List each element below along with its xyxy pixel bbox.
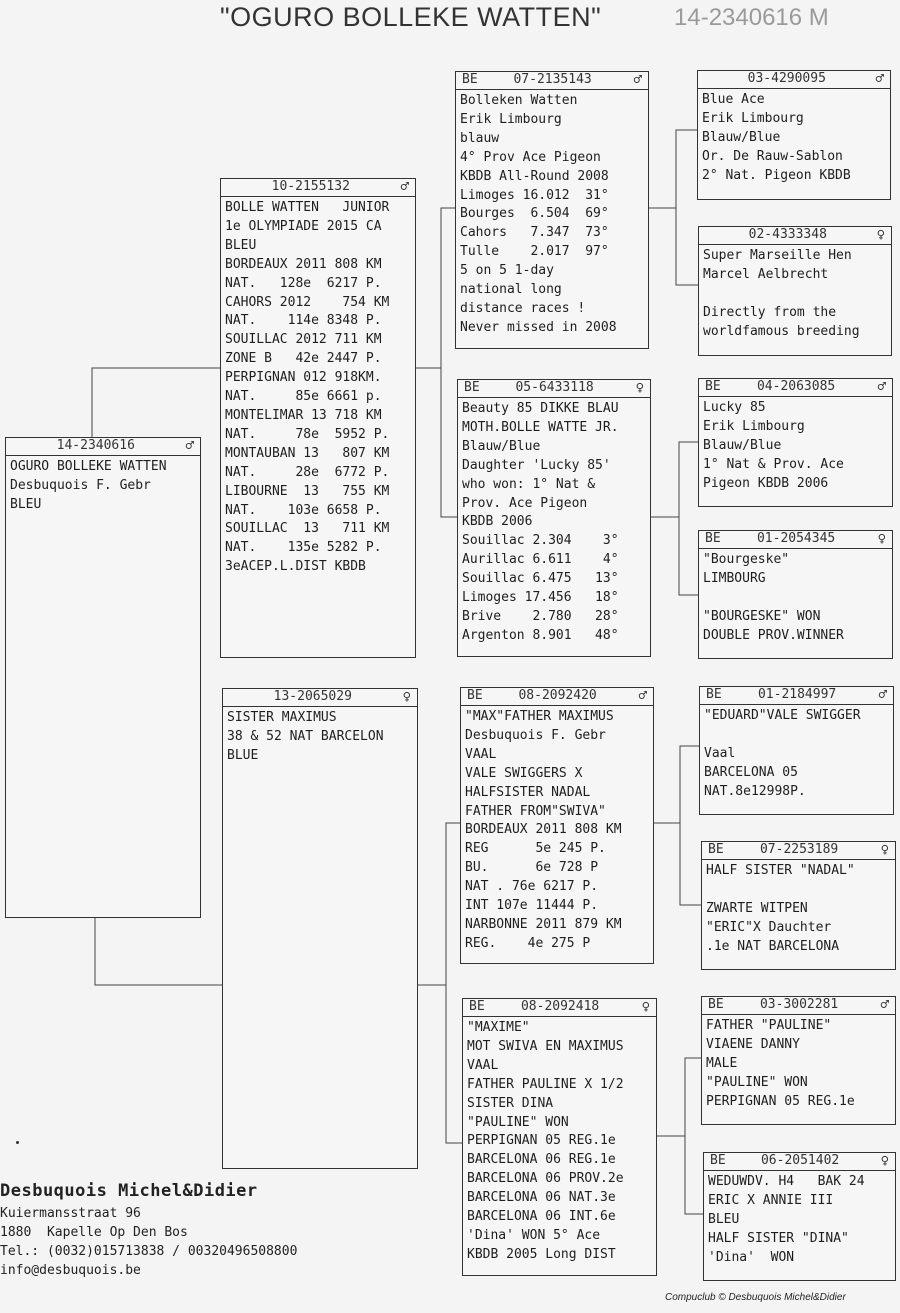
- pedigree-line: BU. 6e 728 P: [465, 860, 599, 876]
- pedigree-line: "PAULINE" WON: [706, 1074, 808, 1090]
- pedigree-line: NAT. 114e 8348 P.: [225, 313, 382, 329]
- pedigree-line: VIAENE DANNY: [706, 1036, 800, 1052]
- pigeon-card-mmf: [701, 996, 896, 1125]
- pedigree-line: 38 & 52 NAT BARCELON: [227, 728, 384, 744]
- pedigree-line: Souillac 6.475 13°: [462, 571, 619, 587]
- pedigree-line: BLEU: [10, 496, 42, 512]
- pedigree-line: NAT. 78e 5952 P.: [225, 426, 390, 442]
- pedigree-line: BARCELONA 05: [704, 764, 798, 780]
- pedigree-line: REG 5e 245 P.: [465, 841, 606, 857]
- pedigree-line: Limoges 17.456 18°: [462, 590, 619, 606]
- pedigree-line: BOLLE WATTEN JUNIOR: [225, 200, 390, 215]
- pedigree-line: NAT. 28e 6772 P.: [225, 464, 390, 480]
- pedigree-line: Super Marseille Hen: [703, 248, 852, 263]
- pigeon-card-subject: [5, 437, 201, 918]
- pedigree-line: FATHER "PAULINE": [706, 1018, 832, 1033]
- male-symbol-icon: ♂: [875, 71, 884, 88]
- ring-number: 04-2063085: [756, 379, 836, 395]
- pedigree-line: [703, 285, 887, 304]
- pedigree-line: BARCELONA 06 PROV.2e: [467, 1171, 624, 1187]
- pedigree-line: who won: 1° Nat &: [462, 476, 596, 492]
- pedigree-line: Blue Ace: [702, 92, 765, 107]
- ring-number: 02-4333348: [748, 227, 827, 243]
- pedigree-line: HALF SISTER "NADAL": [706, 863, 855, 878]
- ring-number: 08-2092420: [518, 688, 597, 704]
- pedigree-line: BORDEAUX 2011 808 KM: [225, 256, 382, 272]
- breeder-city: 1880 Kapelle Op Den Bos: [0, 1225, 188, 1240]
- pedigree-line: "PAULINE" WON: [467, 1114, 569, 1130]
- pedigree-line: NAT . 76e 6217 P.: [465, 879, 599, 895]
- pedigree-line: "Bourgeske": [703, 552, 790, 567]
- pedigree-line: LIBOURNE 13 755 KM: [225, 483, 390, 499]
- pedigree-line: Marcel Aelbrecht: [703, 266, 829, 282]
- ring-number: 07-2253189: [759, 842, 839, 858]
- country-code: BE: [710, 1153, 726, 1169]
- pedigree-line: "MAXIME": [467, 1020, 530, 1035]
- pedigree-line: 1° Nat & Prov. Ace: [703, 456, 844, 472]
- pedigree-line: Brive 2.780 28°: [462, 608, 619, 624]
- country-code: BE: [708, 997, 724, 1013]
- female-symbol-icon: ♀: [880, 1153, 889, 1170]
- country-code: BE: [708, 842, 724, 858]
- male-symbol-icon: ♂: [638, 688, 647, 705]
- ring-number: 06-2051402: [760, 1153, 840, 1169]
- country-code: BE: [467, 688, 483, 704]
- ring-number: 03-3002281: [759, 997, 839, 1013]
- pedigree-line: OGURO BOLLEKE WATTEN: [10, 459, 167, 474]
- pedigree-line: HALF SISTER "DINA": [708, 1230, 849, 1246]
- country-code: BE: [705, 379, 721, 395]
- pedigree-line: LIMBOURG: [703, 570, 766, 586]
- pedigree-line: Erik Limbourg: [703, 418, 805, 434]
- pedigree-line: VAAL: [465, 746, 497, 762]
- pedigree-line: Or. De Rauw-Sablon: [702, 148, 843, 164]
- pigeon-card-paternal-grandfather: [455, 71, 649, 349]
- breeder-email: info@desbuquois.be: [0, 1263, 141, 1278]
- country-code: BE: [705, 531, 721, 547]
- pedigree-line: 3eACEP.L.DIST KBDB: [225, 559, 366, 575]
- copyright-footer: Compuclub © Desbuquois Michel&Didier: [665, 1292, 846, 1303]
- ring-number: 01-2054345: [756, 531, 836, 547]
- pedigree-line: KBDB 2005 Long DIST: [467, 1246, 616, 1262]
- female-symbol-icon: ♀: [635, 380, 644, 397]
- pedigree-line: CAHORS 2012 754 KM: [225, 294, 390, 310]
- pedigree-line: 1e OLYMPIADE 2015 CA: [225, 218, 382, 234]
- pedigree-line: PERPIGNAN 05 REG.1e: [467, 1133, 616, 1149]
- pedigree-line: SOUILLAC 13 711 KM: [225, 521, 390, 537]
- pedigree-line: Souillac 2.304 3°: [462, 533, 619, 549]
- pigeon-card-mff: [699, 686, 894, 815]
- country-code: BE: [462, 72, 478, 88]
- ring-number: 10-2155132: [271, 179, 350, 195]
- breeder-phone: Tel.: (0032)015713838 / 00320496508800: [0, 1244, 298, 1259]
- ring-number: 03-4290095: [747, 71, 826, 87]
- pedigree-line: NAT. 135e 5282 P.: [225, 540, 382, 556]
- pedigree-line: PERPIGNAN 012 918KM.: [225, 370, 382, 386]
- pedigree-line: BORDEAUX 2011 808 KM: [465, 822, 622, 838]
- pedigree-line: ERIC X ANNIE III: [708, 1192, 834, 1208]
- pedigree-line: REG. 4e 275 P: [465, 935, 591, 951]
- country-code: BE: [469, 999, 485, 1015]
- pedigree-line: Bolleken Watten: [460, 93, 578, 108]
- pedigree-line: MONTELIMAR 13 718 KM: [225, 407, 382, 423]
- pedigree-line: [704, 726, 889, 745]
- pedigree-line: SISTER MAXIMUS: [227, 710, 337, 725]
- ring-number: 07-2135143: [513, 72, 592, 88]
- pedigree-line: HALFSISTER NADAL: [465, 784, 591, 800]
- pedigree-line: ZWARTE WITPEN: [706, 900, 808, 916]
- pedigree-line: Lucky 85: [703, 400, 766, 415]
- ring-number: 08-2092418: [520, 999, 600, 1015]
- pedigree-line: PERPIGNAN 05 REG.1e: [706, 1093, 855, 1109]
- ring-number: 13-2065029: [273, 689, 352, 705]
- subject-ring-header: 14-2340616 M: [674, 4, 829, 31]
- pedigree-line: BLUE: [227, 747, 259, 763]
- pedigree-line: NAT. 103e 6658 P.: [225, 502, 382, 518]
- pedigree-line: 'Dina' WON: [708, 1249, 795, 1265]
- pedigree-line: "ERIC"X Dauchter: [706, 919, 832, 935]
- pedigree-line: Directly from the: [703, 304, 837, 320]
- pedigree-line: Argenton 8.901 48°: [462, 627, 619, 643]
- pigeon-card-mother: [222, 688, 418, 1169]
- country-code: BE: [706, 687, 722, 703]
- pedigree-line: [703, 589, 888, 608]
- female-symbol-icon: ♀: [641, 999, 650, 1016]
- pedigree-line: 'Dina' WON 5° Ace: [467, 1227, 601, 1243]
- pedigree-line: Blauw/Blue: [702, 129, 781, 145]
- pedigree-line: INT 107e 11444 P.: [465, 898, 599, 914]
- pedigree-line: SOUILLAC 2012 711 KM: [225, 332, 382, 348]
- pedigree-line: 2° Nat. Pigeon KBDB: [702, 167, 851, 183]
- ring-number: 01-2184997: [757, 687, 837, 703]
- pedigree-line: worldfamous breeding: [703, 323, 860, 339]
- pedigree-line: blauw: [460, 130, 500, 146]
- pedigree-line: BLEU: [708, 1211, 740, 1227]
- pedigree-line: BARCELONA 06 INT.6e: [467, 1209, 616, 1225]
- pigeon-card-mmm: [703, 1152, 896, 1281]
- pedigree-line: Cahors 7.347 73°: [460, 225, 609, 241]
- pedigree-line: Prov. Ace Pigeon: [462, 495, 588, 511]
- pedigree-line: Never missed in 2008: [460, 319, 617, 335]
- pedigree-line: NAT.8e12998P.: [704, 783, 806, 799]
- breeder-address: [0, 1178, 297, 1280]
- pedigree-line: Bourges 6.504 69°: [460, 206, 609, 222]
- pigeon-card-mfm: [701, 841, 896, 970]
- pigeon-card-maternal-grandfather: [460, 687, 654, 964]
- pigeon-card-fmf: [698, 378, 893, 507]
- pedigree-line: KBDB All-Round 2008: [460, 168, 609, 184]
- pedigree-line: ZONE B 42e 2447 P.: [225, 351, 382, 367]
- pedigree-line: "MAX"FATHER MAXIMUS: [465, 709, 614, 724]
- pedigree-line: Pigeon KBDB 2006: [703, 475, 829, 491]
- male-symbol-icon: ♂: [880, 997, 889, 1014]
- pedigree-line: Aurillac 6.611 4°: [462, 552, 619, 568]
- pedigree-line: NARBONNE 2011 879 KM: [465, 916, 622, 932]
- pedigree-line: "EDUARD"VALE SWIGGER: [704, 708, 861, 723]
- pedigree-line: 4° Prov Ace Pigeon: [460, 149, 601, 165]
- pedigree-line: "BOURGESKE" WON: [703, 608, 821, 624]
- pedigree-line: BLEU: [225, 237, 257, 253]
- pedigree-line: BARCELONA 06 REG.1e: [467, 1152, 616, 1168]
- pedigree-line: Erik Limbourg: [460, 111, 562, 127]
- pedigree-line: FATHER FROM"SWIVA": [465, 803, 606, 819]
- pedigree-line: NAT. 128e 6217 P.: [225, 275, 382, 291]
- pigeon-card-fmm: [698, 530, 893, 659]
- pedigree-line: WEDUWDV. H4 BAK 24: [708, 1174, 865, 1189]
- male-symbol-icon: ♂: [400, 179, 409, 196]
- female-symbol-icon: ♀: [880, 842, 889, 859]
- pedigree-line: .1e NAT BARCELONA: [706, 938, 840, 954]
- scan-speck: [16, 1141, 19, 1144]
- pedigree-line: Blauw/Blue: [703, 437, 782, 453]
- male-symbol-icon: ♂: [878, 687, 887, 704]
- pedigree-line: Beauty 85 DIKKE BLAU: [462, 401, 619, 416]
- pigeon-card-maternal-grandmother: [462, 998, 657, 1276]
- breeder-name: Desbuquois Michel&Didier: [0, 1181, 258, 1201]
- male-symbol-icon: ♂: [633, 72, 642, 89]
- pedigree-line: VALE SWIGGERS X: [465, 765, 583, 781]
- pedigree-line: VAAL: [467, 1057, 499, 1073]
- ring-number: 05-6433118: [515, 380, 594, 396]
- pedigree-line: national long: [460, 282, 562, 298]
- pedigree-line: Tulle 2.017 97°: [460, 244, 609, 260]
- pigeon-card-fff: [697, 70, 891, 200]
- pedigree-line: Vaal: [704, 745, 736, 761]
- pedigree-line: MOTH.BOLLE WATTE JR.: [462, 419, 619, 435]
- pedigree-line: FATHER PAULINE X 1/2: [467, 1076, 624, 1092]
- breeder-street: Kuiermansstraat 96: [0, 1206, 141, 1221]
- pigeon-card-paternal-grandmother: [457, 379, 651, 657]
- pigeon-card-ffm: [698, 226, 892, 356]
- pedigree-line: Daughter 'Lucky 85': [462, 457, 611, 473]
- male-symbol-icon: ♂: [877, 379, 886, 396]
- pigeon-card-father: [220, 178, 416, 658]
- pedigree-line: Blauw/Blue: [462, 438, 541, 454]
- pedigree-line: MOT SWIVA EN MAXIMUS: [467, 1038, 624, 1054]
- female-symbol-icon: ♀: [402, 689, 411, 706]
- female-symbol-icon: ♀: [877, 531, 886, 548]
- pedigree-line: BARCELONA 06 NAT.3e: [467, 1190, 616, 1206]
- pedigree-line: Desbuquois F. Gebr: [465, 727, 606, 743]
- country-code: BE: [464, 380, 480, 396]
- pedigree-line: Desbuquois F. Gebr: [10, 477, 151, 493]
- pedigree-line: 5 on 5 1-day: [460, 263, 554, 279]
- pedigree-line: KBDB 2006: [462, 514, 533, 530]
- pedigree-title: "OGURO BOLLEKE WATTEN": [220, 2, 602, 32]
- pedigree-line: MONTAUBAN 13 807 KM: [225, 445, 390, 461]
- pedigree-line: SISTER DINA: [467, 1095, 554, 1111]
- pedigree-line: DOUBLE PROV.WINNER: [703, 627, 844, 643]
- pedigree-line: distance races !: [460, 300, 586, 316]
- pedigree-line: MALE: [706, 1055, 738, 1071]
- female-symbol-icon: ♀: [876, 227, 885, 244]
- pedigree-line: Limoges 16.012 31°: [460, 187, 609, 203]
- ring-number: 14-2340616: [56, 438, 135, 454]
- pedigree-line: NAT. 85e 6661 p.: [225, 389, 382, 405]
- male-symbol-icon: ♂: [185, 438, 194, 455]
- pedigree-line: [706, 881, 891, 900]
- pedigree-line: Erik Limbourg: [702, 110, 804, 126]
